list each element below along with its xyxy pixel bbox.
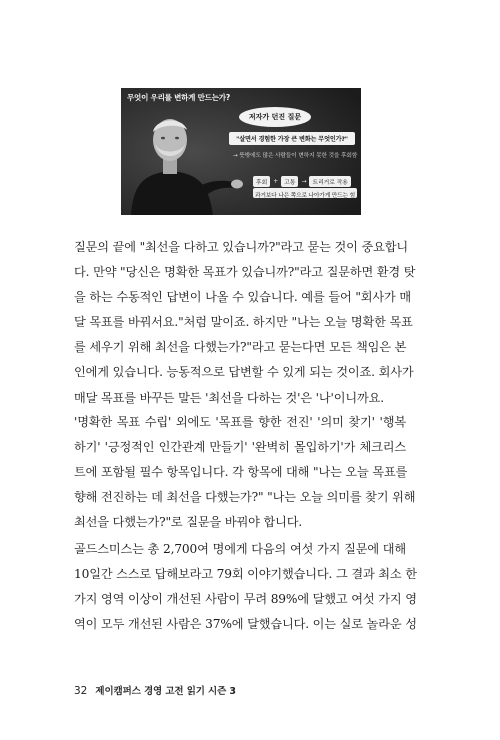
figure-title: 무엇이 우리를 변하게 만드는가?: [127, 93, 230, 102]
arrow-icon: +: [273, 178, 279, 185]
text-line: 10일간 스스로 답해보라고 79회 이야기했습니다. 그 결과 최소 한: [74, 567, 417, 582]
chip-row: [253, 176, 351, 187]
text-line: 하기' '긍정적인 인간관계 만들기' '완벽히 몰입하기'가 체크리스: [74, 440, 406, 455]
chip-trigger: 트리거로 작용: [309, 176, 350, 187]
text-line: 인에게 있습니다. 능동적으로 답변할 수 있게 되는 것이죠. 회사가: [74, 365, 414, 380]
text-line: 매달 목표를 바꾸든 말든 '최선을 다하는 것'은 '나'이니까요.: [74, 390, 384, 405]
page-number: 32: [74, 685, 88, 697]
bubble-label: 저자가 던진 질문: [248, 113, 302, 121]
text-line: '명확한 목표 수립' 외에도 '목표를 향한 전진' '의미 찾기' '행복: [74, 415, 406, 429]
lecture-image: [121, 88, 361, 215]
regret-note: → 뜻밖에도 많은 사람들이 변하지 못한 것을 후회함: [233, 153, 358, 159]
result-text: 과거보다 나은 쪽으로 나아가게 만드는 힘: [254, 192, 355, 199]
text-line: 질문의 끝에 "최선을 다하고 있습니까?"라고 묻는 것이 중요합니: [74, 240, 408, 254]
text-line: 트에 포함될 필수 항목입니다. 각 항목에 대해 "나는 오늘 목표를: [74, 465, 408, 480]
arrow-icon: →: [301, 178, 307, 185]
text-line: 가지 영역 이상이 개선된 사람이 무려 89%에 달했고 여섯 가지 영: [74, 592, 417, 607]
text-line: 을 하는 수동적인 답변이 나올 수 있습니다. 예를 들어 "회사가 매: [74, 290, 411, 305]
text-line: 향해 전진하는 데 최선을 다했는가?" "나는 오늘 의미를 찾기 위해: [74, 490, 416, 505]
chip-regret: 후회: [253, 176, 270, 187]
text-line: 다. 만약 "당신은 명확한 목표가 있습니까?"라고 질문하면 환경 탓: [74, 265, 416, 280]
question-text: "살면서 경험한 가장 큰 변화는 무엇인가?": [236, 136, 348, 143]
page-footer: [74, 683, 236, 697]
text-line: 골드스미스는 총 2,700여 명에게 다음의 여섯 가지 질문에 대해: [74, 542, 406, 556]
running-title: 제이캠퍼스 경영 고전 읽기 시즌 3: [95, 686, 236, 697]
text-line: 달 목표를 바꿔서요."처럼 말이죠. 하지만 "나는 오늘 명확한 목표: [74, 315, 413, 330]
text-line: 최선을 다했는가?"로 질문을 바꿔야 합니다.: [74, 515, 303, 530]
text-line: 를 세우기 위해 최선을 다했는가?"라고 묻는다면 모든 책임은 본: [74, 340, 407, 355]
text-line: 역이 모두 개선된 사람은 37%에 달했습니다. 이는 실로 놀라운 성: [74, 617, 417, 632]
paragraph-1: [74, 235, 416, 411]
chip-pain: 고통: [281, 176, 298, 187]
paragraph-3: [74, 537, 417, 637]
paragraph-2: [74, 410, 416, 535]
